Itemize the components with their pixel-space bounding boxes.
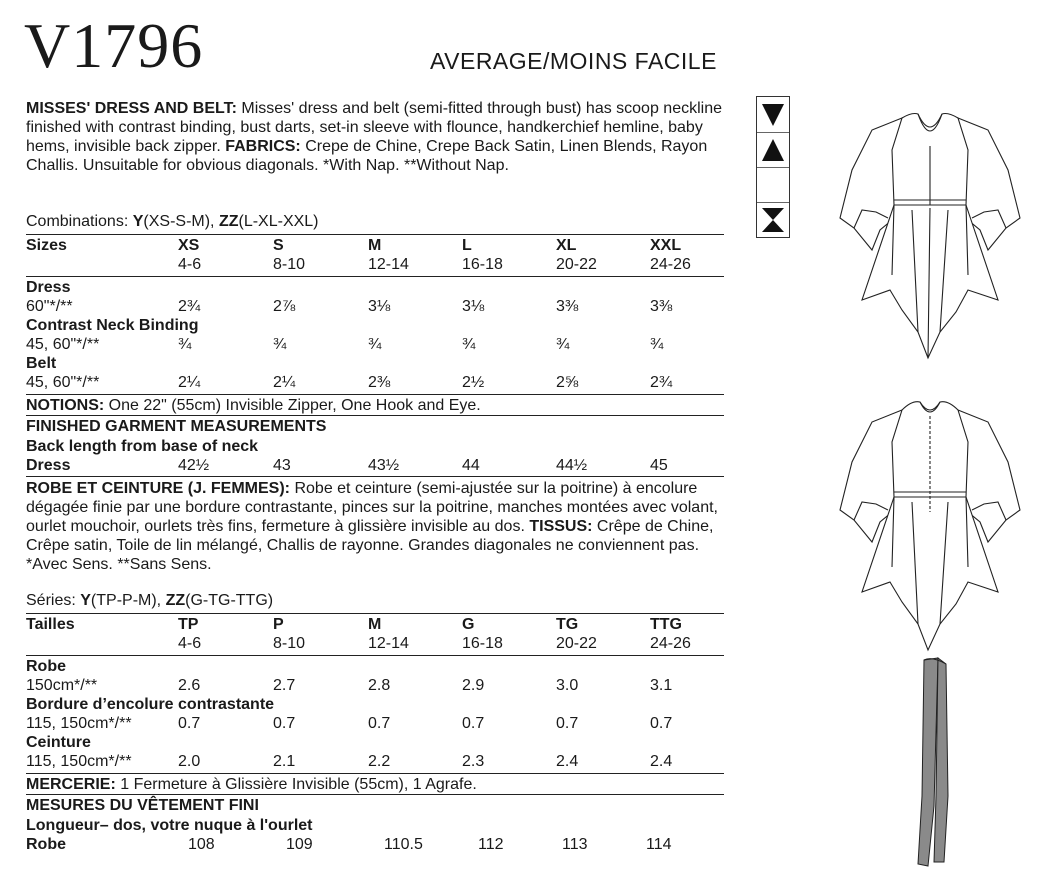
series-line — [26, 592, 273, 610]
size-number: 8-10 — [273, 635, 306, 652]
yardage-value: 2.1 — [273, 753, 296, 770]
back-length-label: Back length from base of neck — [26, 438, 259, 455]
belt-label-row — [26, 354, 726, 373]
yardage-value: 3.0 — [556, 677, 579, 694]
back-length-label: Longueur– dos, votre nuque à l'ourlet — [26, 817, 313, 834]
finished-dress-label: Dress — [26, 457, 71, 474]
size-code: G — [462, 616, 475, 633]
size-number: 24-26 — [650, 256, 691, 273]
combo-zz-sizes: (G-TG-TTG) — [185, 592, 274, 609]
size-code: TG — [556, 616, 579, 633]
french-description — [26, 479, 726, 574]
yardage-value: ¾ — [462, 336, 476, 353]
difficulty-label: AVERAGE/MOINS FACILE — [430, 48, 717, 74]
notions-label: MERCERIE: — [26, 776, 116, 793]
description-body: Robe et ceinture (semi-ajustée sur la poitrine) à encolure dégagée finie par une bordure contrastante, pinces sur la poitrine, manches montées avec volant, ourlet mouchoir, ourlets très fins, fermeture à glissière invisible au dos. — [26, 480, 718, 535]
pattern-number: V1796 — [24, 10, 204, 81]
fabric-width: 45, 60"*/** — [26, 336, 100, 353]
binding-yardage-row — [26, 714, 726, 733]
combo-zz-sizes: (L-XL-XXL) — [238, 213, 319, 230]
divider — [26, 613, 724, 614]
dress-front-sketch — [832, 100, 1028, 360]
notions-row — [26, 396, 726, 415]
dress-back-sketch — [832, 392, 1028, 652]
sizes-label: Tailles — [26, 616, 75, 633]
yardage-value: 3⅜ — [650, 298, 673, 315]
yardage-value: 3⅛ — [462, 298, 485, 315]
hourglass-icon — [757, 202, 789, 237]
size-number: 4-6 — [178, 256, 202, 273]
size-number: 4-6 — [178, 635, 202, 652]
yardage-value: 2¼ — [178, 374, 201, 391]
finished-title-row — [26, 796, 726, 815]
yardage-value: 2.7 — [273, 677, 296, 694]
size-code: TP — [178, 616, 199, 633]
notions-body: One 22" (55cm) Invisible Zipper, One Hook and Eye. — [104, 397, 481, 414]
divider — [26, 415, 724, 416]
binding-label: Contrast Neck Binding — [26, 317, 199, 334]
belt-label: Ceinture — [26, 734, 91, 751]
finished-title: FINISHED GARMENT MEASUREMENTS — [26, 418, 327, 435]
yardage-value: 2¼ — [273, 374, 296, 391]
belt-yardage-row — [26, 373, 726, 392]
dress-label-row — [26, 657, 726, 676]
fabric-width: 115, 150cm*/** — [26, 753, 132, 770]
yardage-value: ¾ — [650, 336, 664, 353]
yardage-value: 2½ — [462, 374, 485, 391]
yardage-value: 2⅝ — [556, 374, 579, 391]
finished-values-row — [26, 835, 726, 854]
yardage-value: 0.7 — [368, 715, 391, 732]
size-code: XXL — [650, 237, 682, 254]
belt-yardage-row — [26, 752, 726, 771]
size-number: 12-14 — [368, 635, 409, 652]
size-number: 20-22 — [556, 635, 597, 652]
belt-label-row — [26, 733, 726, 752]
description-body: Misses' dress and belt (semi-fitted through bust) has scoop neckline finished with contrast binding, bust darts, set-in sleeve with flounce, handkerchief hemline, baby hems, invisible back zipper. — [26, 100, 722, 155]
size-number: 20-22 — [556, 256, 597, 273]
description-title: MISSES' DRESS AND BELT: — [26, 100, 237, 117]
triangle-down-icon — [757, 97, 789, 133]
yardage-value: 3⅜ — [556, 298, 579, 315]
finished-value: 44½ — [556, 457, 588, 474]
size-code: XS — [178, 237, 200, 254]
yardage-value: ¾ — [368, 336, 382, 353]
size-code: M — [368, 616, 382, 633]
binding-yardage-row — [26, 335, 726, 354]
sizes-row — [26, 236, 726, 255]
dress-label-row — [26, 278, 726, 297]
finished-title: MESURES DU VÊTEMENT FINI — [26, 797, 259, 814]
divider — [26, 773, 724, 774]
finished-value: 42½ — [178, 457, 210, 474]
description-title: ROBE ET CEINTURE (J. FEMMES): — [26, 480, 291, 497]
finished-title-row — [26, 417, 726, 436]
size-number: 12-14 — [368, 256, 409, 273]
fabrics-body: Crepe de Chine, Crepe Back Satin, Linen Blends, Rayon Challis. Unsuitable for obvious diagonals. *With Nap. **Without Nap. — [26, 138, 708, 174]
notions-label: NOTIONS: — [26, 397, 105, 414]
finished-dress-label: Robe — [26, 836, 66, 853]
fabrics-label: TISSUS: — [529, 518, 593, 535]
yardage-value: 0.7 — [462, 715, 485, 732]
size-numbers-row — [26, 255, 726, 274]
size-number: 16-18 — [462, 256, 503, 273]
belt-sketch — [914, 656, 958, 870]
finished-value: 112 — [478, 836, 504, 853]
fabric-width: 60"*/** — [26, 298, 73, 315]
sizes-row — [26, 615, 726, 634]
nap-symbols-box — [756, 96, 790, 238]
yardage-value: 2.6 — [178, 677, 201, 694]
divider — [26, 234, 724, 235]
dress-label: Dress — [26, 279, 71, 296]
yardage-value: 2⅜ — [368, 374, 391, 391]
combo-zz: ZZ — [218, 213, 239, 230]
finished-value: 45 — [650, 457, 668, 474]
finished-value: 108 — [188, 836, 215, 853]
size-code: S — [273, 237, 284, 254]
yardage-value: 2.9 — [462, 677, 485, 694]
size-number: 24-26 — [650, 635, 691, 652]
divider — [26, 794, 724, 795]
yardage-value: ¾ — [178, 336, 192, 353]
belt-label: Belt — [26, 355, 57, 372]
combo-y: Y — [80, 592, 91, 609]
combo-zz: ZZ — [165, 592, 186, 609]
fabric-width: 150cm*/** — [26, 677, 98, 694]
yardage-value: 2¾ — [650, 374, 673, 391]
yardage-value: ¾ — [273, 336, 287, 353]
notions-row — [26, 775, 726, 794]
finished-value: 44 — [462, 457, 480, 474]
size-number: 8-10 — [273, 256, 306, 273]
yardage-value: 2.4 — [650, 753, 673, 770]
size-numbers-row — [26, 634, 726, 653]
english-description — [26, 99, 726, 175]
yardage-value: 2.8 — [368, 677, 391, 694]
finished-value: 43 — [273, 457, 291, 474]
finished-value: 109 — [286, 836, 313, 853]
binding-label-row — [26, 695, 726, 714]
combo-y: Y — [132, 213, 144, 230]
divider — [26, 394, 724, 395]
yardage-value: 0.7 — [273, 715, 296, 732]
divider — [26, 655, 724, 656]
sizes-label: Sizes — [26, 237, 67, 254]
yardage-value: 2¾ — [178, 298, 201, 315]
yardage-value: 2.2 — [368, 753, 391, 770]
back-length-row — [26, 437, 726, 456]
finished-value: 110.5 — [384, 836, 423, 853]
binding-label: Bordure d’encolure contrastante — [26, 696, 275, 713]
combinations-line — [26, 213, 319, 231]
divider — [26, 276, 724, 277]
size-code: TTG — [650, 616, 682, 633]
finished-value: 43½ — [368, 457, 400, 474]
yardage-value: ¾ — [556, 336, 570, 353]
dress-label: Robe — [26, 658, 66, 675]
dress-yardage-row — [26, 676, 726, 695]
yardage-value: 2.4 — [556, 753, 579, 770]
size-code: XL — [556, 237, 577, 254]
yardage-value: 2.3 — [462, 753, 485, 770]
blank-nap-cell — [757, 167, 789, 203]
fabrics-label: FABRICS: — [225, 138, 301, 155]
yardage-value: 2⅞ — [273, 298, 296, 315]
yardage-value: 3⅛ — [368, 298, 391, 315]
finished-value: 113 — [562, 836, 588, 853]
finished-value: 114 — [646, 836, 672, 853]
finished-values-row — [26, 456, 726, 475]
size-code: P — [273, 616, 284, 633]
fabric-width: 115, 150cm*/** — [26, 715, 132, 732]
size-code: L — [462, 237, 472, 254]
yardage-value: 0.7 — [650, 715, 673, 732]
yardage-value: 2.0 — [178, 753, 201, 770]
back-length-row — [26, 816, 726, 835]
dress-yardage-row — [26, 297, 726, 316]
combinations-prefix: Combinations: — [26, 213, 133, 230]
divider — [26, 476, 724, 477]
binding-label-row — [26, 316, 726, 335]
yardage-value: 3.1 — [650, 677, 673, 694]
triangle-up-icon — [757, 132, 789, 168]
combo-y-sizes: (TP-P-M), — [90, 592, 166, 609]
yardage-value: 0.7 — [556, 715, 579, 732]
combinations-prefix: Séries: — [26, 592, 81, 609]
notions-body: 1 Fermeture à Glissière Invisible (55cm), 1 Agrafe. — [115, 776, 477, 793]
fabric-width: 45, 60"*/** — [26, 374, 100, 391]
combo-y-sizes: (XS-S-M), — [143, 213, 219, 230]
size-code: M — [368, 237, 382, 254]
fabrics-body: Crêpe de Chine, Crêpe satin, Toile de lin mélangé, Challis de rayonne. Grandes diagonales ne conviennent pas. *Avec Sens. **Sans Sens. — [26, 518, 714, 573]
size-number: 16-18 — [462, 635, 503, 652]
yardage-value: 0.7 — [178, 715, 201, 732]
